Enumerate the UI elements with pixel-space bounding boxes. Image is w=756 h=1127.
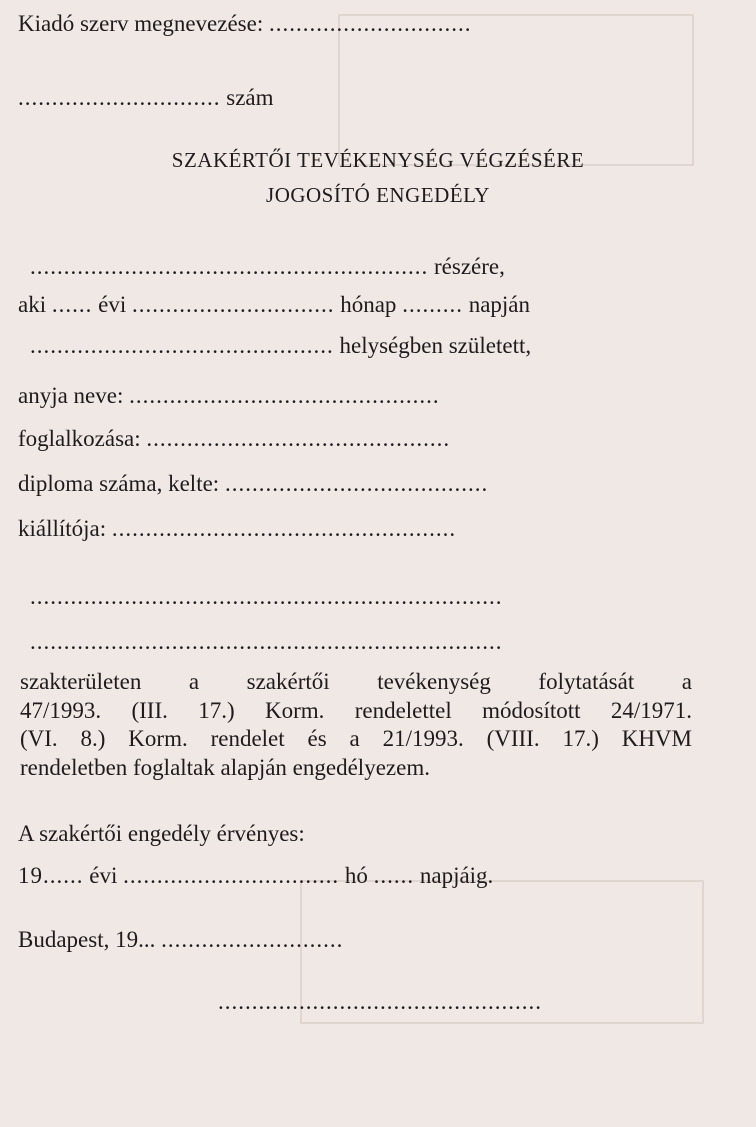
occupation-row [18,425,450,453]
issuer-row [18,10,471,38]
mother-field[interactable]: .............................................. [129,383,440,408]
birthplace-label: helységben született, [339,333,532,358]
validity-until-label: napjáig. [419,863,494,888]
diploma-row [18,470,488,498]
validity-year-prefix[interactable]: 19...... [18,863,84,888]
birthdate-row [18,291,530,319]
diploma-field[interactable]: ....................................... [224,471,489,496]
validity-month-field[interactable]: ................................ [123,863,340,888]
place-date-label: Budapest, 19... [18,927,156,952]
day-label: napján [468,292,530,317]
number-field[interactable]: .............................. [18,85,221,110]
occupation-field[interactable]: ............................................. [146,426,451,451]
year-field[interactable]: .............................. [131,292,335,317]
validity-row [18,862,493,890]
blank-field-1[interactable]: ...................................................................... [30,584,503,609]
body-paragraph [20,668,692,782]
body-line-2: 47/1993. (III. 17.) Korm. rendelettel módosított 24/1971. [20,697,692,723]
recipient-label: részére, [434,254,505,279]
who-field[interactable]: ...... [51,292,93,317]
diploma-issuer-field[interactable]: ................................................... [111,516,457,541]
mother-label: anyja neve: [18,383,124,408]
issuer-field[interactable]: .............................. [268,11,472,36]
occupation-label: foglalkozása: [18,426,141,451]
recipient-row [30,253,505,281]
number-row [18,84,274,112]
recipient-field[interactable]: ........................................................... [30,254,429,279]
title-line-2: JOGOSÍTÓ ENGEDÉLY [266,183,490,207]
validity-month-label: hó [344,863,368,888]
validity-year-label: évi [89,863,118,888]
diploma-issuer-label: kiállítója: [18,516,107,541]
birthplace-field[interactable]: ............................................. [30,333,334,358]
issuer-label: Kiadó szerv megnevezése: [18,11,264,36]
place-date-row [18,926,343,954]
number-label: szám [226,85,274,110]
month-label: hónap [340,292,397,317]
validity-label: A szakértői engedély érvényes: [18,821,305,846]
body-line-4: rendeletben foglaltak alapján engedélyezem. [20,754,430,780]
year-label: évi [98,292,127,317]
signature-field[interactable]: ................................................ [218,989,542,1014]
birthplace-row [30,332,531,360]
diploma-label: diploma száma, kelte: [18,471,220,496]
body-line-3: (VI. 8.) Korm. rendelet és a 21/1993. (VIII. 17.) KHVM [20,726,692,751]
who-label: aki [18,292,47,317]
mother-row [18,382,440,410]
body-line-1: szakterületen a szakértői tevékenység folytatását a [20,669,692,694]
diploma-issuer-row [18,515,456,543]
title-line-1: SZAKÉRTŐI TEVÉKENYSÉG VÉGZÉSÉRE [171,148,585,172]
blank-field-2[interactable]: ...................................................................... [30,629,503,654]
place-date-field[interactable]: ........................... [161,927,344,952]
day-field[interactable]: ......... [402,292,463,317]
validity-day-field[interactable]: ...... [373,863,415,888]
